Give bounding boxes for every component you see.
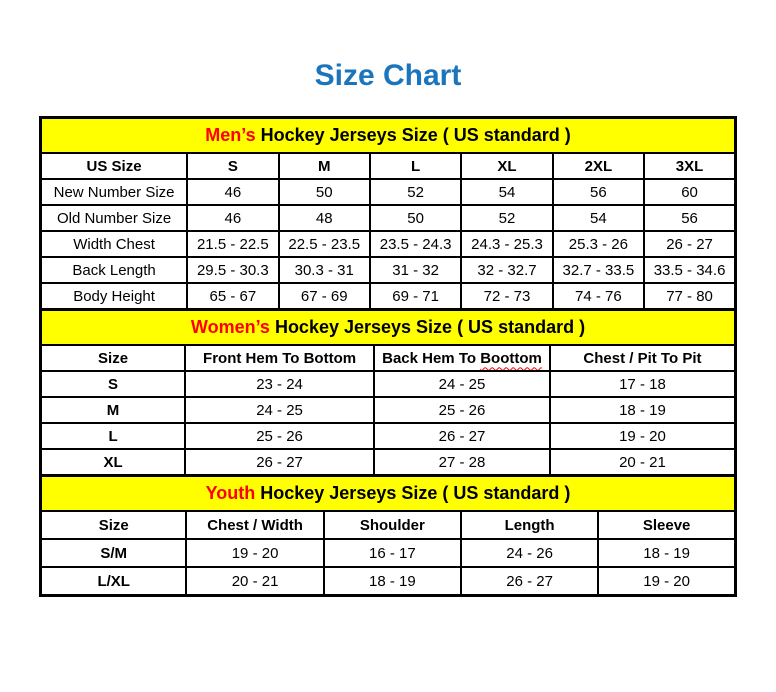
cell: 33.5 - 34.6: [644, 257, 735, 283]
cell: 21.5 - 22.5: [187, 231, 278, 257]
column-header: [374, 345, 550, 371]
row-label: S/M: [41, 539, 187, 567]
cell: 25.3 - 26: [553, 231, 644, 257]
cell: 26 - 27: [644, 231, 735, 257]
table-row: [41, 231, 736, 257]
cell: 25 - 26: [185, 423, 374, 449]
cell: 23 - 24: [185, 371, 374, 397]
table-row: [41, 371, 736, 397]
cell: 50: [279, 179, 370, 205]
cell: 67 - 69: [279, 283, 370, 310]
cell: 19 - 20: [598, 567, 735, 596]
cell: 46: [187, 205, 278, 231]
cell: 18 - 19: [598, 539, 735, 567]
youth-section-heading: [41, 476, 736, 512]
column-header: Front Hem To Bottom: [185, 345, 374, 371]
table-row: [41, 257, 736, 283]
table-row: [41, 449, 736, 476]
cell: 32 - 32.7: [461, 257, 552, 283]
column-header-row: [41, 511, 736, 539]
mens-size-table: [39, 116, 737, 311]
column-header-row: [41, 153, 736, 179]
column-header: Shoulder: [324, 511, 461, 539]
size-tables: [39, 116, 737, 597]
column-header: Sleeve: [598, 511, 735, 539]
cell: 46: [187, 179, 278, 205]
column-header: Chest / Pit To Pit: [550, 345, 736, 371]
column-header: Size: [41, 345, 186, 371]
cell: 26 - 27: [461, 567, 598, 596]
column-header: 3XL: [644, 153, 735, 179]
section-heading-text: Hockey Jerseys Size ( US standard ): [255, 483, 571, 503]
column-header-text: Back Hem To: [382, 349, 481, 367]
table-row: [41, 539, 736, 567]
column-header: US Size: [41, 153, 188, 179]
misspelled-word: Boottom: [480, 349, 542, 367]
cell: 25 - 26: [374, 397, 550, 423]
section-heading-accent: Men’s: [205, 125, 256, 145]
row-label: Old Number Size: [41, 205, 188, 231]
cell: 29.5 - 30.3: [187, 257, 278, 283]
cell: 19 - 20: [550, 423, 736, 449]
cell: 52: [461, 205, 552, 231]
column-header: Chest / Width: [186, 511, 323, 539]
cell: 20 - 21: [550, 449, 736, 476]
row-label: S: [41, 371, 186, 397]
row-label: L: [41, 423, 186, 449]
row-label: Body Height: [41, 283, 188, 310]
cell: 17 - 18: [550, 371, 736, 397]
cell: 32.7 - 33.5: [553, 257, 644, 283]
cell: 26 - 27: [185, 449, 374, 476]
cell: 20 - 21: [186, 567, 323, 596]
womens-size-table: [39, 308, 737, 477]
page-title: Size Chart: [314, 59, 462, 92]
cell: 30.3 - 31: [279, 257, 370, 283]
section-heading-row: [41, 310, 736, 346]
cell: 16 - 17: [324, 539, 461, 567]
youth-head: [41, 476, 736, 540]
cell: 27 - 28: [374, 449, 550, 476]
row-label: New Number Size: [41, 179, 188, 205]
column-header: Length: [461, 511, 598, 539]
cell: 26 - 27: [374, 423, 550, 449]
cell: 77 - 80: [644, 283, 735, 310]
row-label: Back Length: [41, 257, 188, 283]
cell: 18 - 19: [324, 567, 461, 596]
cell: 23.5 - 24.3: [370, 231, 461, 257]
table-row: [41, 567, 736, 596]
cell: 56: [644, 205, 735, 231]
column-header: XL: [461, 153, 552, 179]
row-label: Width Chest: [41, 231, 188, 257]
cell: 24 - 25: [185, 397, 374, 423]
cell: 50: [370, 205, 461, 231]
cell: 48: [279, 205, 370, 231]
womens-section-heading: [41, 310, 736, 346]
cell: 72 - 73: [461, 283, 552, 310]
section-heading-text: Hockey Jerseys Size ( US standard ): [255, 125, 571, 145]
cell: 65 - 67: [187, 283, 278, 310]
youth-body: [41, 539, 736, 596]
row-label: M: [41, 397, 186, 423]
column-header: M: [279, 153, 370, 179]
cell: 60: [644, 179, 735, 205]
row-label: XL: [41, 449, 186, 476]
youth-size-table: [39, 474, 737, 597]
section-heading-text: Hockey Jerseys Size ( US standard ): [269, 317, 586, 337]
column-header: S: [187, 153, 278, 179]
table-row: [41, 179, 736, 205]
cell: 54: [553, 205, 644, 231]
cell: 54: [461, 179, 552, 205]
section-heading-accent: Women’s: [190, 317, 270, 337]
cell: 74 - 76: [553, 283, 644, 310]
table-row: [41, 283, 736, 310]
section-heading-row: [41, 476, 736, 512]
row-label: L/XL: [41, 567, 187, 596]
column-header-row: [41, 345, 736, 371]
cell: 24 - 25: [374, 371, 550, 397]
cell: 31 - 32: [370, 257, 461, 283]
womens-body: [41, 371, 736, 476]
table-row: [41, 205, 736, 231]
cell: 56: [553, 179, 644, 205]
cell: 22.5 - 23.5: [279, 231, 370, 257]
cell: 24 - 26: [461, 539, 598, 567]
column-header: 2XL: [553, 153, 644, 179]
table-row: [41, 397, 736, 423]
table-row: [41, 423, 736, 449]
cell: 18 - 19: [550, 397, 736, 423]
cell: 52: [370, 179, 461, 205]
cell: 69 - 71: [370, 283, 461, 310]
mens-section-heading: [41, 118, 736, 154]
cell: 19 - 20: [186, 539, 323, 567]
column-header: L: [370, 153, 461, 179]
cell: 24.3 - 25.3: [461, 231, 552, 257]
section-heading-row: [41, 118, 736, 154]
column-header: Size: [41, 511, 187, 539]
mens-body: [41, 179, 736, 310]
mens-head: [41, 118, 736, 180]
section-heading-accent: Youth: [205, 483, 256, 503]
womens-head: [41, 310, 736, 372]
